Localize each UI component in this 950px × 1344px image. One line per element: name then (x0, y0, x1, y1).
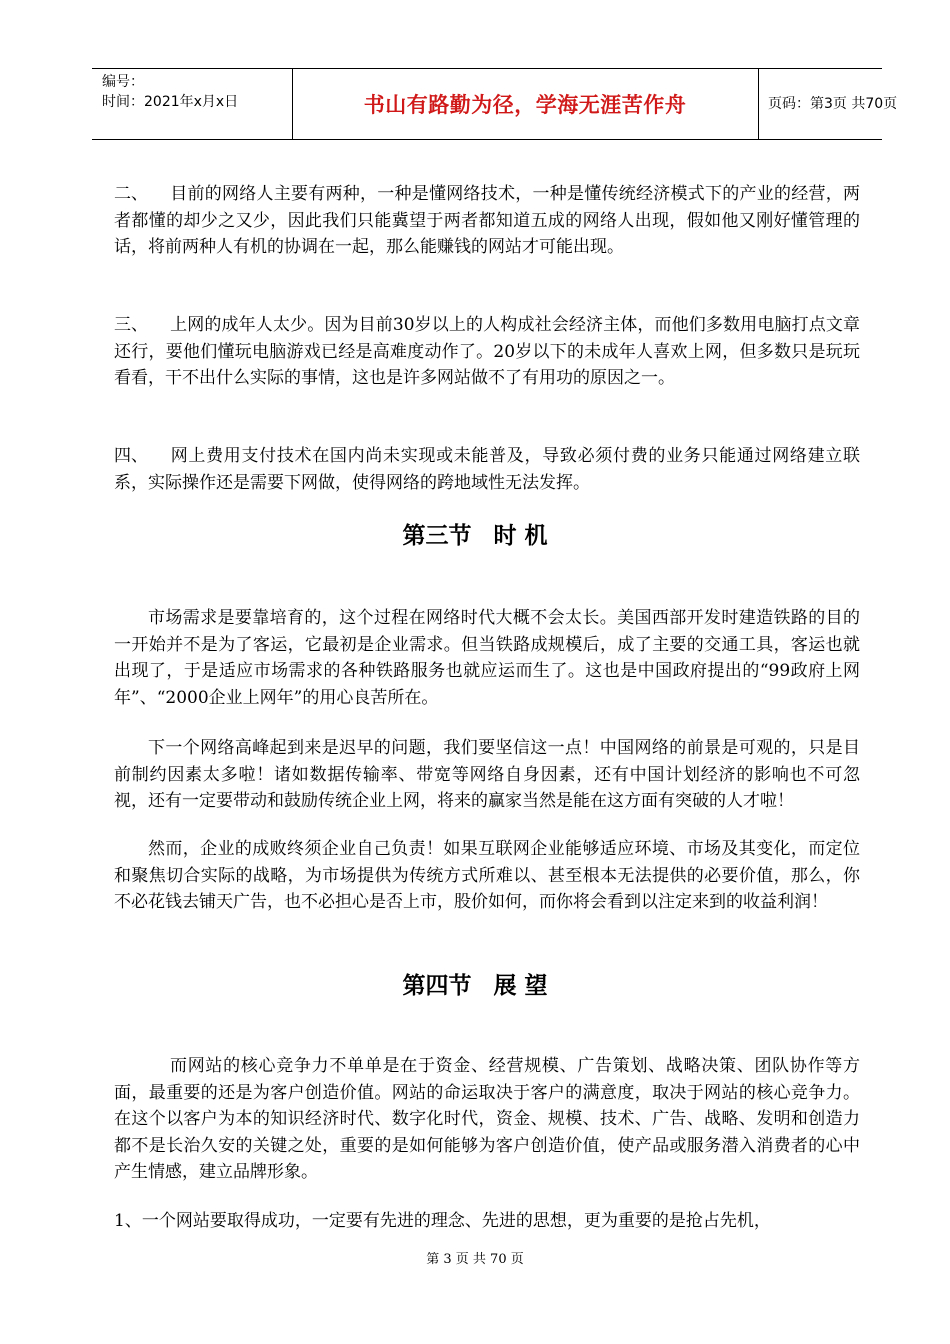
header-meta-cell (92, 69, 293, 139)
section-three-heading (0, 517, 950, 550)
paragraph-number: 二、 (114, 184, 148, 204)
paragraph-number: 三、 (114, 315, 148, 335)
section-four-paragraph-1: 而网站的核心竞争力不单单是在于资金、经营规模、广告策划、战略决策、团队协作等方面，最重要的还是为客户创造价值。网站的命运取决于客户的满意度，取决于网站的核心竞争力。在这个以客户为本的知识经济时代、数字化时代，资金、规模、技术、广告、战略、发明和创造力都不是长治久安的关键之处，重要的是如何能够为客户创造价值，使产品或服务潜入消费者的心中产生情感，建立品牌形象。 (114, 1056, 860, 1183)
paragraph-text: 上网的成年人太少。因为目前30岁以上的人构成社会经济主体，而他们多数用电脑打点文章还行，要他们懂玩电脑游戏已经是高难度动作了。20岁以下的未成年人喜欢上网，但多数只是玩玩看看，干不出什么实际的事情，这也是许多网站做不了有用功的原因之一。 (114, 315, 860, 389)
section-three-paragraph-1: 市场需求是要靠培育的，这个过程在网络时代大概不会太长。美国西部开发时建造铁路的目的一开始并不是为了客运，它最初是企业需求。但当铁路成规模后，成了主要的交通工具，客运也就出现了，于是适应市场需求的各种铁路服务也就应运而生了。这也是中国政府提出的“99政府上网年”、“2000企业上网年”的用心良苦所在。 (114, 608, 860, 708)
paragraph-text: 网上费用支付技术在国内尚未实现或未能普及，导致必须付费的业务只能通过网络建立联系，实际操作还是需要下网做，使得网络的跨地域性无法发挥。 (114, 446, 860, 493)
header-page-cell (758, 69, 898, 139)
section-number: 第三节 (402, 523, 472, 549)
section-three-paragraph-2: 下一个网络高峰起到来是迟早的问题，我们要坚信这一点！中国网络的前景是可观的，只是目前制约因素太多啦！诸如数据传输率、带宽等网络自身因素，还有中国计划经济的影响也不可忽视，还有一定要带动和鼓励传统企业上网，将来的赢家当然是能在这方面有突破的人才啦！ (114, 738, 860, 812)
section-title: 时 机 (493, 523, 548, 549)
page-info: 页码：第3页 共70页 (768, 96, 898, 112)
section-four-heading (0, 967, 950, 1000)
header-motto-cell (292, 69, 759, 139)
section-title: 展 望 (493, 973, 548, 999)
page-header (92, 68, 898, 140)
section-four-paragraph-2: 1、一个网站要取得成功，一定要有先进的理念、先进的思想，更为重要的是抢占先机， (114, 1211, 771, 1231)
section-three-paragraph-3: 然而，企业的成败终须企业自己负责！如果互联网企业能够适应环境、市场及其变化，而定位和聚焦切合实际的战略，为市场提供为传统方式所难以、甚至根本无法提供的必要价值，那么，你不必花钱去铺天广告，也不必担心是否上市，股价如何，而你将会看到以注定来到的收益利润！ (114, 839, 860, 913)
motto-text: 书山有路勤为径，学海无涯苦作舟 (363, 93, 687, 117)
paragraph-number: 四、 (114, 446, 148, 466)
paragraph-three (114, 312, 860, 392)
number-label: 编号： (102, 74, 144, 90)
section-number: 第四节 (402, 973, 472, 999)
page-footer: 第 3 页 共 70 页 (426, 1252, 524, 1267)
paragraph-four (114, 443, 860, 496)
paragraph-two (114, 181, 860, 261)
paragraph-text: 目前的网络人主要有两种，一种是懂网络技术，一种是懂传统经济模式下的产业的经营，两者都懂的却少之又少，因此我们只能冀望于两者都知道五成的网络人出现，假如他又刚好懂管理的话，将前两种人有机的协调在一起，那么能赚钱的网站才可能出现。 (114, 184, 860, 258)
time-label: 时间：2021年x月x日 (102, 94, 239, 110)
